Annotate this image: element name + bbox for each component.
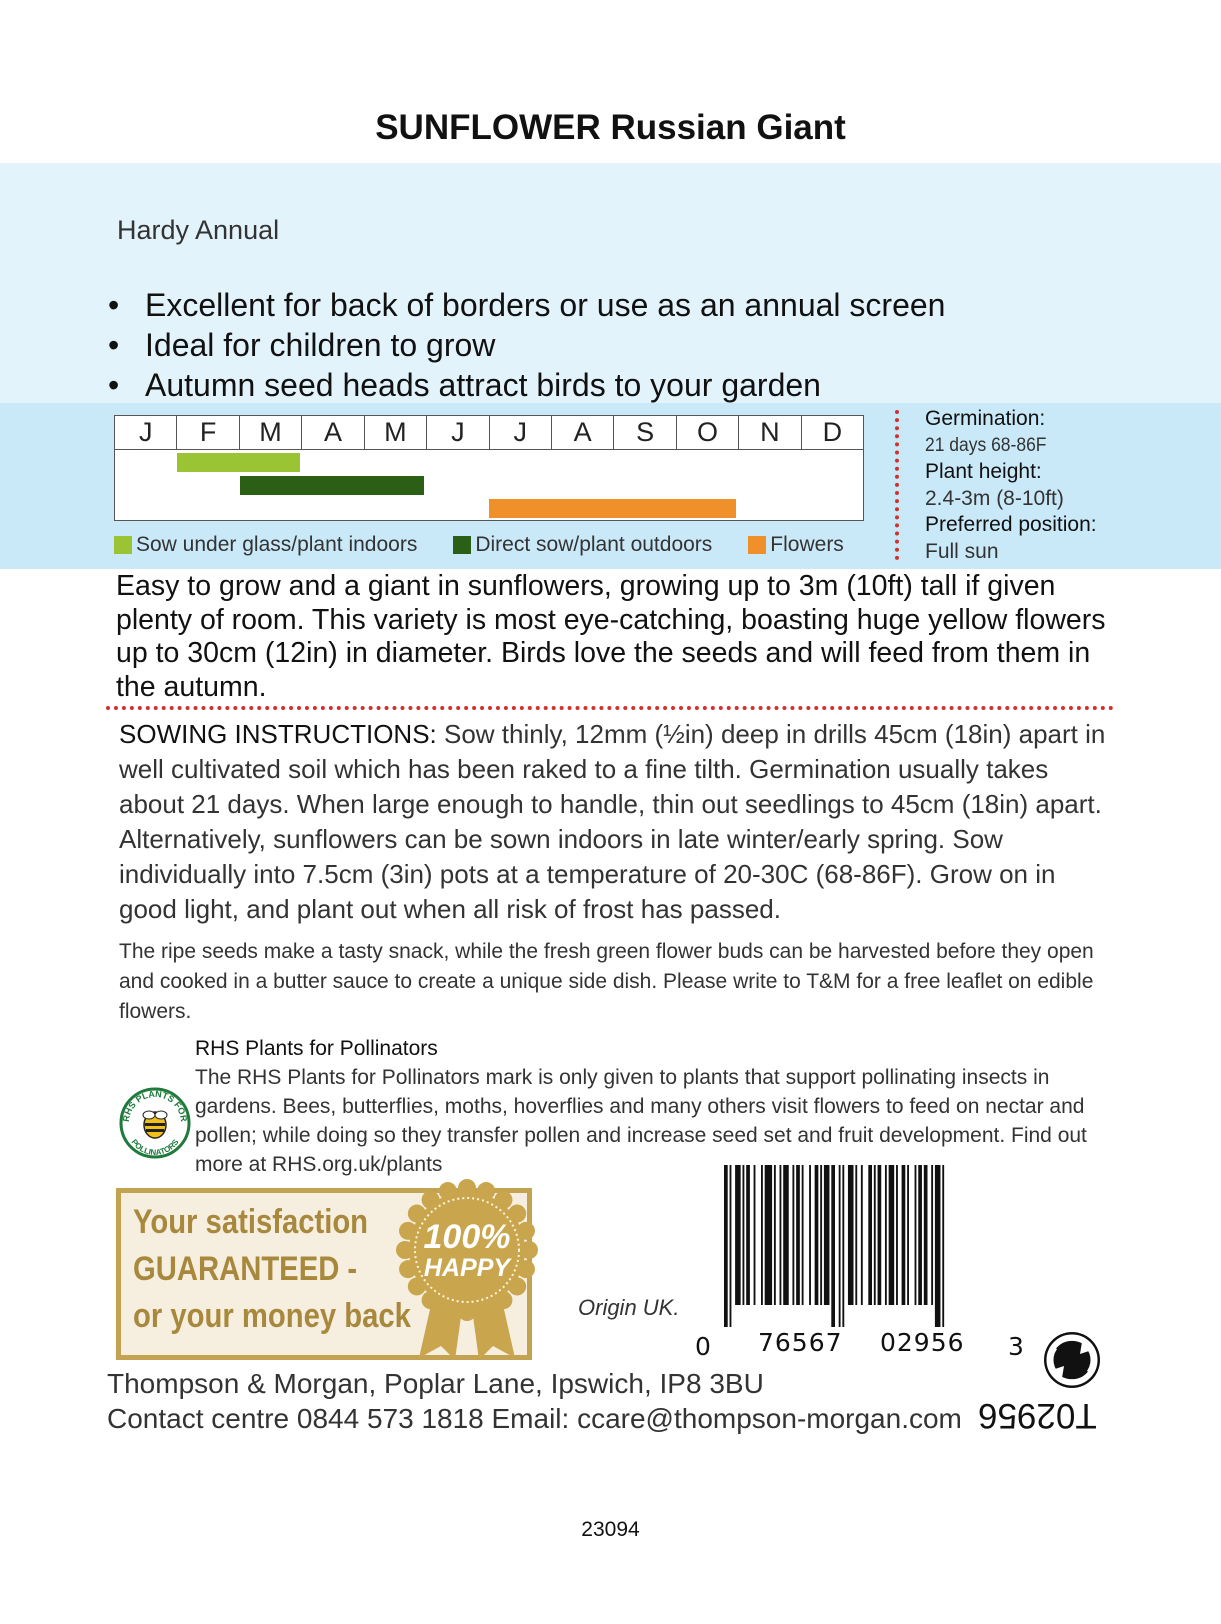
barcode-bar [815, 1165, 819, 1305]
position-value: Full sun [925, 539, 999, 563]
barcode-bar [931, 1165, 933, 1305]
month-label: F [177, 416, 239, 449]
barcode-bar [796, 1165, 800, 1305]
month-label: D [822, 417, 843, 447]
barcode-bar [861, 1165, 863, 1305]
barcode-bar [831, 1165, 835, 1327]
barcode-bar [746, 1165, 750, 1305]
badge-percent: 100% [423, 1218, 511, 1256]
feature-text: Autumn seed heads attract birds to your garden [145, 367, 821, 403]
barcode-bar [907, 1165, 909, 1305]
germination-label: Germination: [925, 407, 1046, 430]
bullet-icon: • [108, 327, 120, 363]
barcode-bar [783, 1165, 789, 1305]
height-value: 2.4-3m (8-10ft) [925, 486, 1064, 510]
position-label: Preferred position: [925, 513, 1097, 536]
footer-code: 23094 [581, 1518, 640, 1541]
horizontal-dotted-divider [106, 706, 1114, 710]
barcode-bar [730, 1165, 732, 1327]
badge-happy: HAPPY [423, 1254, 511, 1282]
legend-label: Sow under glass/plant indoors [136, 533, 418, 556]
rhs-pollinators-logo [119, 1087, 191, 1159]
month-label: M [240, 416, 302, 449]
barcode-bar [735, 1165, 741, 1305]
plant-facts [925, 406, 1097, 565]
flowers-bar [489, 499, 736, 518]
sowing-label: SOWING INSTRUCTIONS: [119, 719, 437, 749]
happy-rosette-icon [389, 1178, 545, 1360]
feature-text: Excellent for back of borders or use as an annual screen [145, 287, 946, 323]
barcode-bar [942, 1165, 944, 1327]
legend-flowers [748, 533, 844, 557]
barcode-bar [918, 1165, 922, 1305]
barcode-group-1: 76567 [758, 1328, 843, 1357]
month-label: J [427, 416, 489, 449]
month-label: A [302, 416, 364, 449]
barcode-bar [792, 1165, 794, 1305]
month-header [115, 416, 863, 450]
barcode-bar [724, 1165, 728, 1327]
month-label: N [739, 416, 801, 449]
rhs-text: The RHS Plants for Pollinators mark is only given to plants that support pollinating insects in gardens. Bees, butterflies, moths, hoverflies and many others visit flowers to feed on nectar and pollen; while doing so they transfer pollen and increase seed set and fruit development. Find out more at RHS.org.uk/plants [195, 1066, 1087, 1176]
feature-list [108, 285, 945, 405]
plant-type: Hardy Annual [117, 215, 280, 245]
barcode-check-digit: 3 [1008, 1332, 1024, 1361]
barcode-bar [780, 1165, 782, 1305]
legend-swatch [748, 536, 766, 554]
rhs-logo-top-text: RHS PLANTS FOR [120, 1088, 190, 1123]
barcode-bar [802, 1165, 804, 1305]
feature-text: Ideal for children to grow [145, 327, 496, 363]
feature-item [108, 285, 945, 325]
barcode-bar [765, 1165, 772, 1305]
legend-swatch [114, 536, 132, 554]
barcode-bar [774, 1165, 776, 1305]
feature-item [108, 365, 945, 405]
vertical-dotted-divider [895, 410, 899, 560]
sow-outdoors-bar [240, 476, 425, 495]
barcode-bar [824, 1165, 830, 1305]
legend-sow-indoors [114, 533, 417, 557]
rhs-logo-bottom-text: POLLINATORS [129, 1137, 181, 1158]
barcode-image [720, 1165, 1002, 1327]
barcode-bar [761, 1165, 763, 1305]
barcode-bar [868, 1165, 872, 1305]
barcode-bar [809, 1165, 811, 1305]
barcode-bar [743, 1165, 745, 1305]
barcode-bar [848, 1165, 854, 1305]
sow-indoors-bar [177, 453, 300, 472]
month-label: J [490, 416, 552, 449]
rhs-title: RHS Plants for Pollinators [195, 1037, 438, 1060]
month-label: S [614, 416, 676, 449]
guarantee-line-2: GUARANTEED - [133, 1250, 358, 1288]
barcode-bar [878, 1165, 882, 1305]
bullet-icon: • [108, 367, 120, 403]
barcode-bar [839, 1165, 841, 1327]
barcode-group-2: 02956 [880, 1328, 965, 1357]
bullet-icon: • [108, 287, 120, 323]
barcode-bar [889, 1165, 895, 1305]
company-address [107, 1366, 962, 1436]
barcode-bar [754, 1165, 756, 1305]
barcode-bar [820, 1165, 822, 1305]
legend-label: Flowers [770, 533, 844, 556]
calendar-legend [114, 533, 880, 557]
barcode-bar [855, 1165, 857, 1305]
barcode-bar [874, 1165, 876, 1305]
product-code-rotated: T02956 [978, 1396, 1097, 1435]
month-label: A [552, 416, 614, 449]
contact-line: Contact centre 0844 573 1818 Email: ccare@thompson-morgan.com [107, 1403, 962, 1434]
month-label: J [115, 416, 177, 449]
sowing-instructions [119, 717, 1119, 927]
barcode-bar [896, 1165, 898, 1305]
sowing-text: Sow thinly, 12mm (½in) deep in drills 45cm (18in) apart in well cultivated soil which has been raked to a fine tilth. Germination usually takes about 21 days. When large enough to handle, thin out seedlings to 45cm (18in) apart. Alternatively, sunflowers can be sown indoors in late winter/early spring. Sow individually into 7.5cm (3in) pots at a temperature of 20-30C (68-86F). Grow on in good light, and plant out when all risk of frost has passed. [119, 719, 1106, 924]
guarantee-line-3: or your money back [133, 1297, 411, 1335]
edible-note: The ripe seeds make a tasty snack, while the fresh green flower buds can be harvested before they open and cooked in a butter sauce to create a unique side dish. Please write to T&M for a free leaflet on edible flowers. [119, 940, 1094, 1023]
product-title: SUNFLOWER Russian Giant [375, 108, 846, 147]
barcode-bar [924, 1165, 928, 1305]
feature-item [108, 325, 945, 365]
month-label: O [677, 416, 739, 449]
address-line: Thompson & Morgan, Poplar Lane, Ipswich, IP8 3BU [107, 1368, 764, 1399]
sowing-calendar [114, 415, 864, 521]
guarantee-line-1: Your satisfaction [133, 1203, 369, 1241]
legend-swatch [453, 536, 471, 554]
green-dot-recycling-icon [1042, 1330, 1102, 1390]
barcode-bar [885, 1165, 887, 1305]
legend-sow-outdoors [453, 533, 712, 557]
month-label: M [365, 416, 427, 449]
barcode-bar [935, 1165, 941, 1327]
barcode-bar [842, 1165, 844, 1327]
origin-label: Origin UK. [578, 1295, 680, 1320]
height-label: Plant height: [925, 460, 1042, 483]
variety-description: Easy to grow and a giant in sunflowers, growing up to 3m (10ft) tall if given plenty of room. This variety is most eye-catching, boasting huge yellow flowers up to 30cm (12in) in diameter. Birds love the seeds and will feed from them in the autumn. [116, 570, 1106, 703]
barcode-bar [915, 1165, 917, 1305]
barcode-bar [902, 1165, 906, 1305]
legend-label: Direct sow/plant outdoors [475, 533, 713, 556]
barcode-first-digit: 0 [695, 1332, 711, 1361]
germination-value: 21 days 68-86F [925, 434, 1047, 456]
